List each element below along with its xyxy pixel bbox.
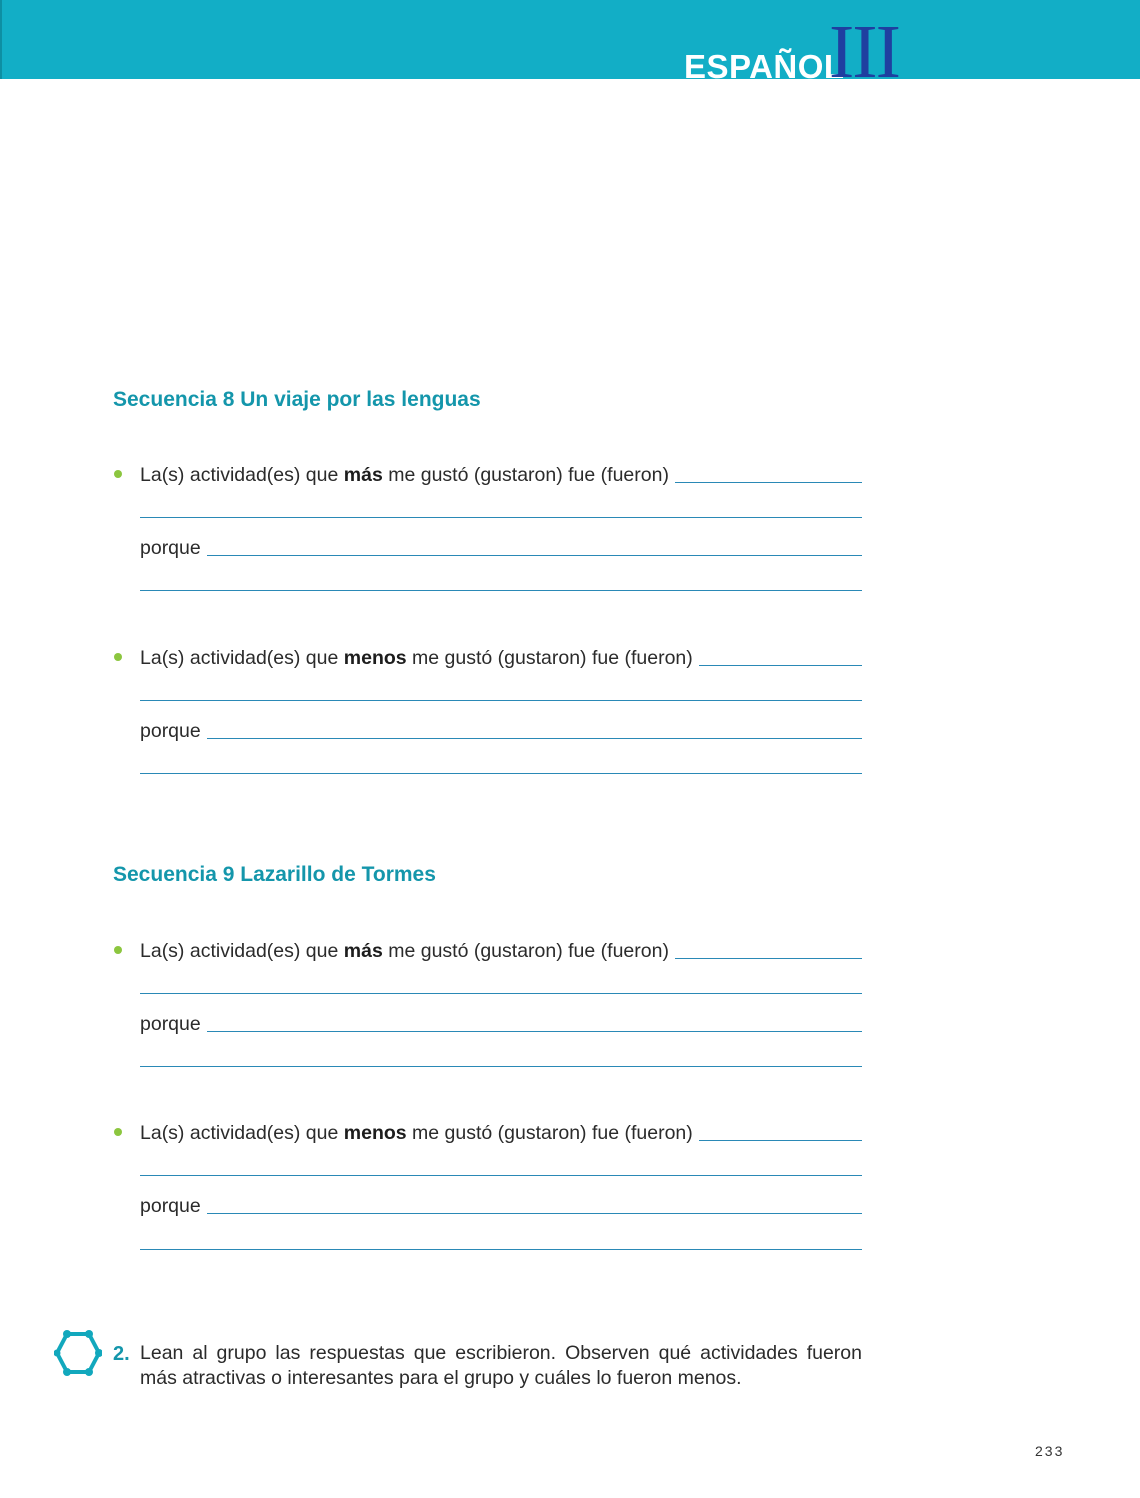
prompt-text: La(s) actividad(es) que menos me gustó (gustaron) fue (fueron): [140, 1122, 693, 1144]
answer-blank[interactable]: [140, 590, 862, 591]
prompt-text: La(s) actividad(es) que menos me gustó (gustaron) fue (fueron): [140, 647, 693, 669]
because-line[interactable]: [140, 714, 862, 742]
answer-line-least[interactable]: [140, 1116, 862, 1144]
answer-blank[interactable]: [140, 517, 862, 518]
bullet-icon: [114, 470, 122, 478]
answer-line-least[interactable]: [140, 641, 862, 669]
answer-blank[interactable]: [207, 738, 862, 739]
answer-line-most[interactable]: [140, 934, 862, 962]
answer-blank[interactable]: [207, 1031, 862, 1032]
because-label: porque: [140, 1013, 201, 1035]
answer-blank[interactable]: [207, 555, 862, 556]
group-work-icon: [54, 1330, 102, 1376]
answer-blank[interactable]: [140, 700, 862, 701]
answer-line-most[interactable]: [140, 458, 862, 486]
answer-blank[interactable]: [140, 1249, 862, 1250]
answer-blank[interactable]: [699, 1140, 862, 1141]
because-label: porque: [140, 537, 201, 559]
subject-title: ESPAÑOL: [684, 48, 845, 85]
answer-blank[interactable]: [699, 665, 862, 666]
bullet-icon: [114, 1128, 122, 1136]
answer-blank[interactable]: [207, 1213, 862, 1214]
answer-blank[interactable]: [140, 993, 862, 994]
activity-instructions: Lean al grupo las respuestas que escribieron. Observen qué actividades fueron más atractivas o interesantes para el grupo y cuáles lo fueron menos.: [140, 1342, 862, 1389]
answer-blank[interactable]: [675, 958, 862, 959]
bullet-icon: [114, 946, 122, 954]
because-label: porque: [140, 720, 201, 742]
bullet-icon: [114, 653, 122, 661]
grade-numeral: III: [829, 10, 899, 94]
section-title: Secuencia 8 Un viaje por las lenguas: [113, 388, 481, 411]
section-title: Secuencia 9 Lazarillo de Tormes: [113, 863, 436, 886]
page-number: 233: [1035, 1443, 1065, 1459]
prompt-text: La(s) actividad(es) que más me gustó (gustaron) fue (fueron): [140, 464, 669, 486]
activity-number: 2.: [113, 1343, 130, 1365]
answer-blank[interactable]: [140, 1066, 862, 1067]
answer-blank[interactable]: [140, 1175, 862, 1176]
prompt-text: La(s) actividad(es) que más me gustó (gustaron) fue (fueron): [140, 940, 669, 962]
header-banner: [0, 0, 1140, 79]
because-label: porque: [140, 1195, 201, 1217]
answer-blank[interactable]: [140, 773, 862, 774]
because-line[interactable]: [140, 1007, 862, 1035]
answer-blank[interactable]: [675, 482, 862, 483]
because-line[interactable]: [140, 531, 862, 559]
because-line[interactable]: [140, 1189, 862, 1217]
